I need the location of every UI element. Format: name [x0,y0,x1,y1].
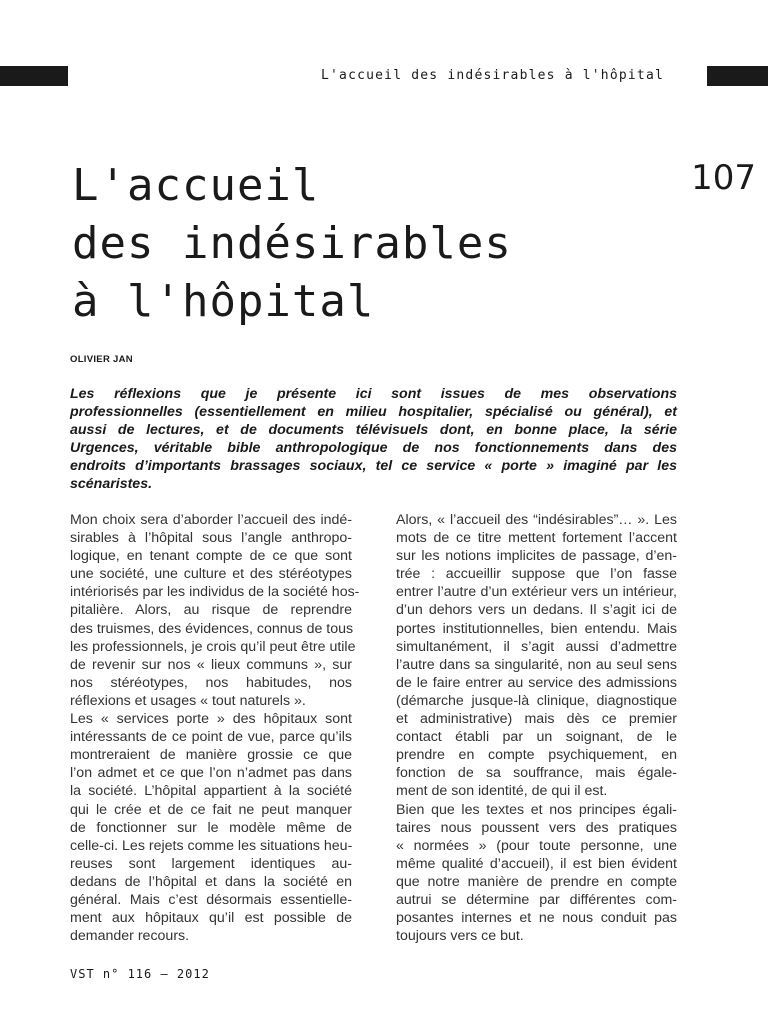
body-line: la société. L’hôpital appartient à la société [70,783,352,800]
body-line: intériorisés par les individus de la société hos- [70,584,360,601]
body-line: Alors, « l’accueil des “indésirables”… ». Les [396,512,677,528]
body-line: qui le crée et de ce fait ne peut manquer [70,801,352,818]
abstract-line: Urgences, véritable bible anthropologique de nos fonctionnements dans des [70,440,677,456]
body-line: une société, une culture et des stéréotypes [70,566,352,583]
body-line: sur les notions implicites de passage, d’en- [396,548,677,565]
body-line: Les « services porte » des hôpitaux sont [70,711,352,728]
abstract-line: endroits d’importants brassages sociaux, tel ce service « porte » imaginé par les [70,458,677,474]
body-line: taires nous poussent vers des pratiques [396,819,677,836]
body-line: l’autre dans sa singularité, non au seul sens [396,656,677,673]
article-title [72,157,632,331]
body-line: d’un dehors vers un dedans. Il s’agit ici de [396,602,677,619]
body-line: de le faire entrer au service des admissions [396,674,677,691]
body-line: pitalière. Alors, au risque de reprendre [70,602,352,619]
body-line: intéressants de ce point de vue, parce qu’ils [70,729,352,746]
title-line: des indésirables [72,218,512,269]
body-line: autrui se détermine par différentes com- [396,891,677,908]
abstract-line: professionnelles (essentiellement en milieu hospitalier, spécialisé ou général), et [70,404,677,420]
journal-footer: VST n° 116 – 2012 [70,967,210,981]
body-line: toujours vers ce but. [396,928,524,945]
body-line: montreraient de manière grossie ce que [70,747,352,764]
body-line: Bien que les textes et nos principes égali- [396,801,677,818]
header-rule-left [0,66,68,86]
title-line: à l'hôpital [72,276,375,327]
body-line: sirables à l’hôpital sous l’angle anthropo- [70,530,352,547]
body-line: de revenir sur nos « lieux communs », sur [70,656,352,673]
body-line: ment de son identité, de qui il est. [396,783,608,800]
body-line: nos stéréotypes, nos habitudes, nos [70,674,352,691]
body-line: (démarche jusque-là clinique, diagnostique [396,692,677,709]
body-line: les professionnels, je crois qu’il peut être utile [70,638,356,655]
body-line: posantes internes et ne nous conduit pas [396,910,677,927]
body-line: réflexions et usages « tout naturels ». [70,692,306,709]
body-line: reuses sont largement identiques au- [70,855,352,872]
abstract [70,385,677,493]
body-line: même qualité d’accueil), il est bien évident [396,855,677,872]
body-line: de fonctionner sur le modèle même de [70,819,352,836]
page-number: 107 [691,158,756,198]
body-line: demander recours. [70,928,190,945]
body-line: Mon choix sera d’aborder l’accueil des indé- [70,512,352,528]
author-name: OLIVIER JAN [70,354,133,365]
body-line: dedans de l’hôpital et dans la société en [70,873,352,890]
body-line: ment aux hôpitaux qu’il est possible de [70,910,352,927]
body-line: contact établi par un soignant, de le [396,729,677,746]
body-line: trée : accueillir suppose que l’on fasse [396,566,677,583]
body-line: logique, en tenant compte de ce que sont [70,548,352,565]
abstract-line: aussi de lectures, et de documents télévisuels dont, en bonne place, la série [70,422,677,438]
abstract-line: Les réflexions que je présente ici sont issues de mes observations [70,386,677,402]
body-line: que notre manière de prendre en compte [396,873,677,890]
body-line: portes institutionnelles, bien entendu. Mais [396,620,677,637]
body-line: général. Mais c’est désormais essentielle- [70,891,352,908]
body-line: « normées » (pour toute personne, une [396,837,677,854]
body-line: l’on admet et ce que l’on n’admet pas dans [70,765,352,782]
body-line: celle-ci. Les rejets comme les situations heu- [70,837,353,854]
header-rule-right [707,66,768,86]
body-line: des truismes, des évidences, connus de tous [70,620,354,637]
body-column-left [70,511,360,945]
body-line: mots de ce titre mettent fortement l’accent [396,530,677,547]
body-line: et administrative) mais dès ce premier [396,711,677,728]
body-line: prendre en compte psychiquement, en [396,747,677,764]
abstract-line: scénaristes. [70,476,153,492]
body-column-right [396,511,677,945]
title-line: L'accueil [72,160,320,211]
body-line: fonction de sa souffrance, mais égale- [396,765,677,782]
body-line: simultanément, il s’agit aussi d’admettre [396,638,677,655]
body-line: entrer l’autre d’un extérieur vers un intérieur, [396,584,677,601]
running-head: L'accueil des indésirables à l'hôpital [320,68,664,83]
